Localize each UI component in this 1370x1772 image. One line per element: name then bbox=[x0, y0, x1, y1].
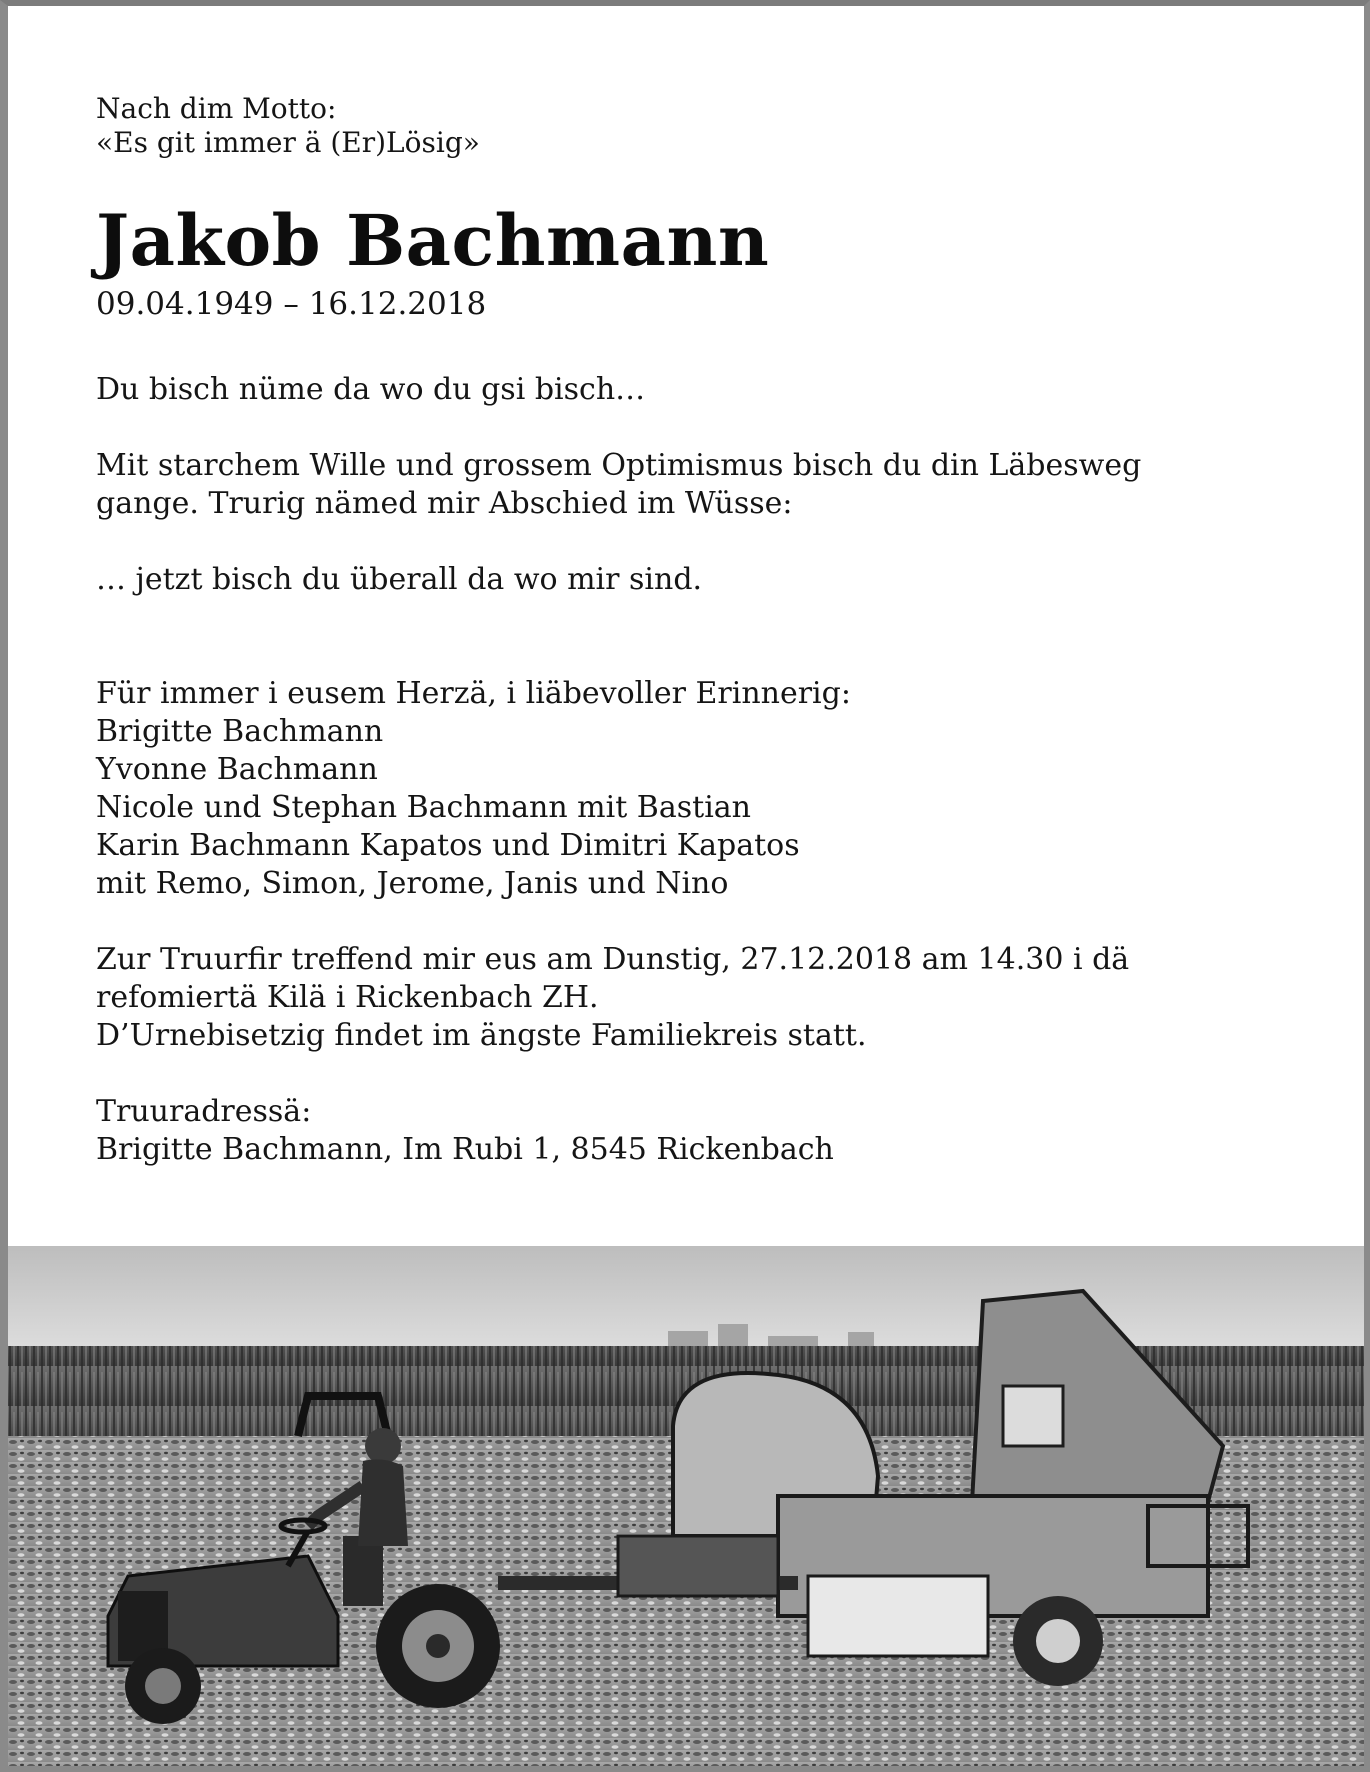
tribute-paragraph bbox=[96, 447, 1276, 523]
mourner-name: Brigitte Bachmann bbox=[96, 714, 384, 749]
mourner-name: mit Remo, Simon, Jerome, Janis und Nino bbox=[96, 866, 729, 901]
mourner-name: Yvonne Bachmann bbox=[96, 752, 378, 787]
mourner-name: Karin Bachmann Kapatos und Dimitri Kapatos bbox=[96, 828, 800, 863]
photo-illustration bbox=[8, 1246, 1364, 1772]
mourning-address bbox=[96, 1093, 1276, 1169]
tribute-line: Mit starchem Wille und grossem Optimismus bisch du din Läbesweg bbox=[96, 448, 1142, 483]
service-line: Zur Truurfir treffend mir eus am Dunstig, 27.12.2018 am 14.30 i dä bbox=[96, 942, 1130, 977]
mourner-name: Nicole und Stephan Bachmann mit Bastian bbox=[96, 790, 751, 825]
address-label: Truuradressä: bbox=[96, 1094, 312, 1129]
pto-shaft bbox=[618, 1536, 778, 1596]
obituary-text bbox=[96, 92, 1276, 1169]
opening-line: Du bisch nüme da wo du gsi bisch… bbox=[96, 372, 646, 407]
motto bbox=[96, 92, 1276, 160]
service-details bbox=[96, 941, 1276, 1055]
closing-line: … jetzt bisch du überall da wo mir sind. bbox=[96, 562, 703, 597]
motto-intro: Nach dim Motto: bbox=[96, 92, 337, 125]
mourners-intro: Für immer i eusem Herzä, i liäbevoller Erinnerig: bbox=[96, 676, 851, 711]
life-dates: 09.04.1949 – 16.12.2018 bbox=[96, 286, 487, 322]
address-value: Brigitte Bachmann, Im Rubi 1, 8545 Rickenbach bbox=[96, 1132, 834, 1167]
service-line: refomiertä Kilä i Rickenbach ZH. bbox=[96, 980, 599, 1015]
tribute-line: gange. Trurig nämed mir Abschied im Wüsse: bbox=[96, 486, 793, 521]
tractor-field-photo bbox=[8, 1246, 1364, 1772]
deceased-name: Jakob Bachmann bbox=[96, 199, 770, 282]
service-line: D’Urnebisetzig findet im ängste Familiekreis statt. bbox=[96, 1018, 867, 1053]
motto-quote: «Es git immer ä (Er)Lösig» bbox=[96, 126, 480, 159]
mourners-list bbox=[96, 675, 1276, 903]
